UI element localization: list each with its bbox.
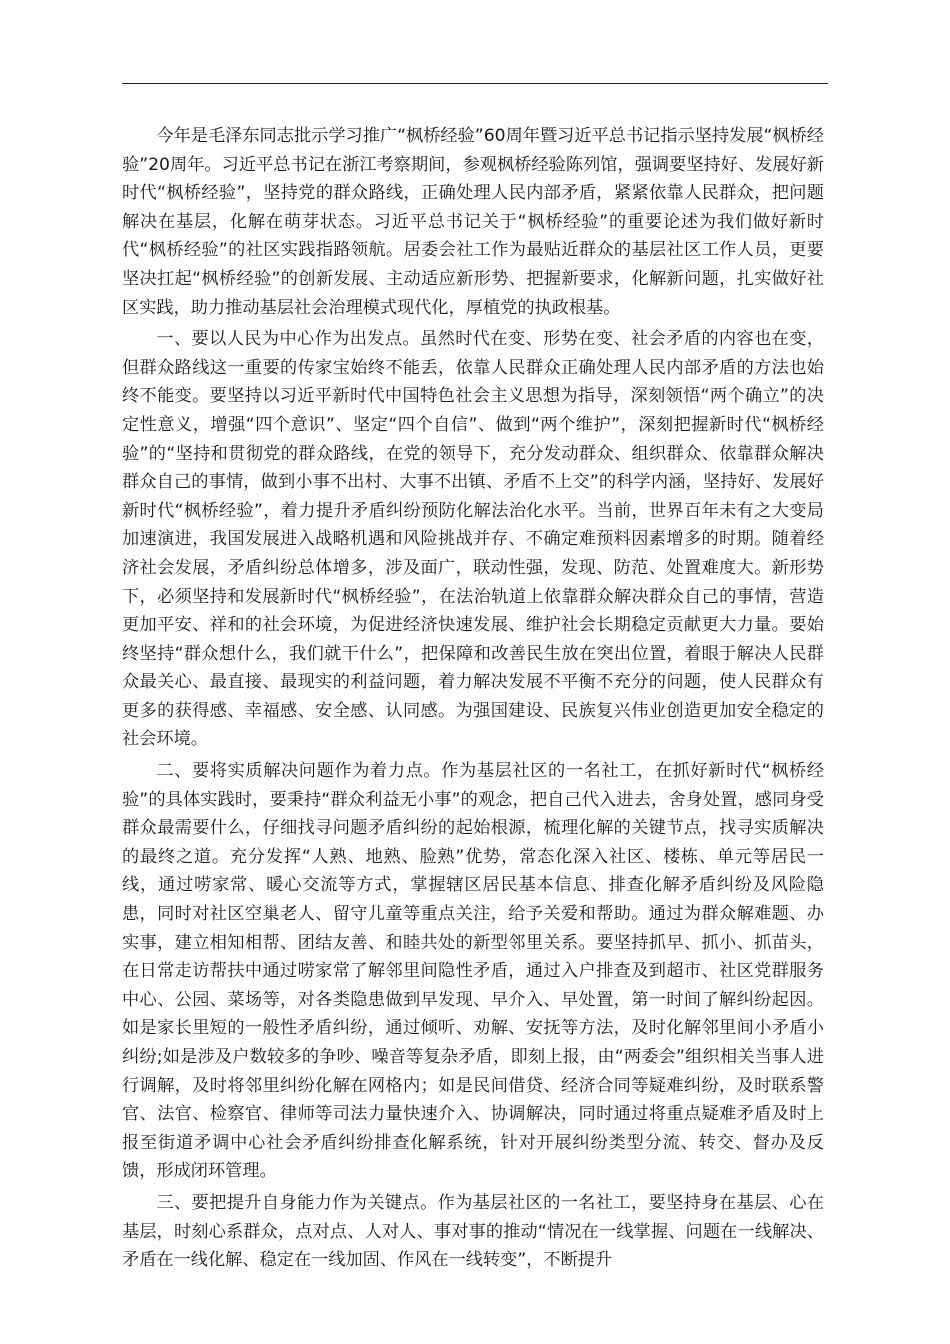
section-one-paragraph: 一、要以人民为中心作为出发点。虽然时代在变、形势在变、社会矛盾的内容也在变，但群众路线这一重要的传家宝始终不能丢，依靠人民群众正确处理人民内部矛盾的方法也始终不能变。要坚持以习近平新时代中国特色社会主义思想为指导，深刻领悟“两个确立”的决定性意义，增强“四个意识”、坚定“四个自信”、做到“两个维护”，深刻把握新时代“枫桥经验”的“坚持和贯彻党的群众路线，在党的领导下，充分发动群众、组织群众、依靠群众解决群众自己的事情，做到小事不出村、大事不出镇、矛盾不上交”的科学内涵，坚持好、发展好新时代“枫桥经验”，着力提升矛盾纠纷预防化解法治化水平。当前，世界百年未有之大变局加速演进，我国发展进入战略机遇和风险挑战并存、不确定难预料因素增多的时期。随着经济社会发展，矛盾纠纷总体增多，涉及面广，联动性强，发现、防范、处置难度大。新形势下，必须坚持和发展新时代“枫桥经验”，在法治轨道上依靠群众解决群众自己的事情，营造更加平安、祥和的社会环境，为促进经济快速发展、维护社会长期稳定贡献更大力量。要始终坚持“群众想什么，我们就干什么”，把保障和改善民生放在突出位置，着眼于解决人民群众最关心、最直接、最现实的利益问题，着力解决发展不平衡不充分的问题，使人民群众有更多的获得感、幸福感、安全感、认同感。为强国建设、民族复兴伟业创造更加安全稳定的社会环境。 [122, 329, 824, 750]
section-two-paragraph: 二、要将实质解决问题作为着力点。作为基层社区的一名社工，在抓好新时代“枫桥经验”的具体实践时，要秉持“群众利益无小事”的观念，把自己代入进去，舍身处置，感同身受群众最需要什么，仔细找寻问题矛盾纠纷的起始根源，梳理化解的关键节点，找寻实质解决的最终之道。充分发挥“人熟、地熟、脸熟”优势，常态化深入社区、楼栋、单元等居民一线，通过唠家常、暖心交流等方式，掌握辖区居民基本信息、排查化解矛盾纠纷及风险隐患，同时对社区空巢老人、留守儿童等重点关注，给予关爱和帮助。通过为群众解难题、办实事，建立相知相帮、团结友善、和睦共处的新型邻里关系。要坚持抓早、抓小、抓苗头，在日常走访帮扶中通过唠家常了解邻里间隐性矛盾，通过入户排查及到超市、社区党群服务中心、公园、菜场等，对各类隐患做到早发现、早介入、早处置，第一时间了解纠纷起因。如是家长里短的一般性矛盾纠纷，通过倾听、劝解、安抚等方法，及时化解邻里间小矛盾小纠纷;如是涉及户数较多的争吵、噪音等复杂矛盾，即刻上报，由“两委会”组织相关当事人进行调解，及时将邻里纠纷化解在网格内；如是民间借贷、经济合同等疑难纠纷，及时联系警官、法官、检察官、律师等司法力量快速介入、协调解决，同时通过将重点疑难矛盾及时上报至街道矛调中心社会矛盾纠纷排查化解系统，针对开展纠纷类型分流、转交、督办及反馈，形成闭环管理。 [122, 761, 824, 1182]
document-body [122, 122, 824, 1278]
intro-paragraph: 今年是毛泽东同志批示学习推广“枫桥经验”60周年暨习近平总书记指示坚持发展“枫桥经验”20周年。习近平总书记在浙江考察期间，参观枫桥经验陈列馆，强调要坚持好、发展好新时代“枫桥经验”，坚持党的群众路线，正确处理人民内部矛盾，紧紧依靠人民群众，把问题解决在基层，化解在萌芽状态。习近平总书记关于“枫桥经验”的重要论述为我们做好新时代“枫桥经验”的社区实践指路领航。居委会社工作为最贴近群众的基层社区工作人员，更要坚决扛起“枫桥经验”的创新发展、主动适应新形势、把握新要求，化解新问题，扎实做好社区实践，助力推动基层社会治理模式现代化，厚植党的执政根基。 [122, 126, 824, 318]
header-rule [122, 83, 828, 84]
section-three-paragraph: 三、要把提升自身能力作为关键点。作为基层社区的一名社工，要坚持身在基层、心在基层，时刻心系群众，点对点、人对人、事对事的推动“情况在一线掌握、问题在一线解决、矛盾在一线化解、稳定在一线加固、作风在一线转变”，不断提升 [122, 1192, 824, 1271]
